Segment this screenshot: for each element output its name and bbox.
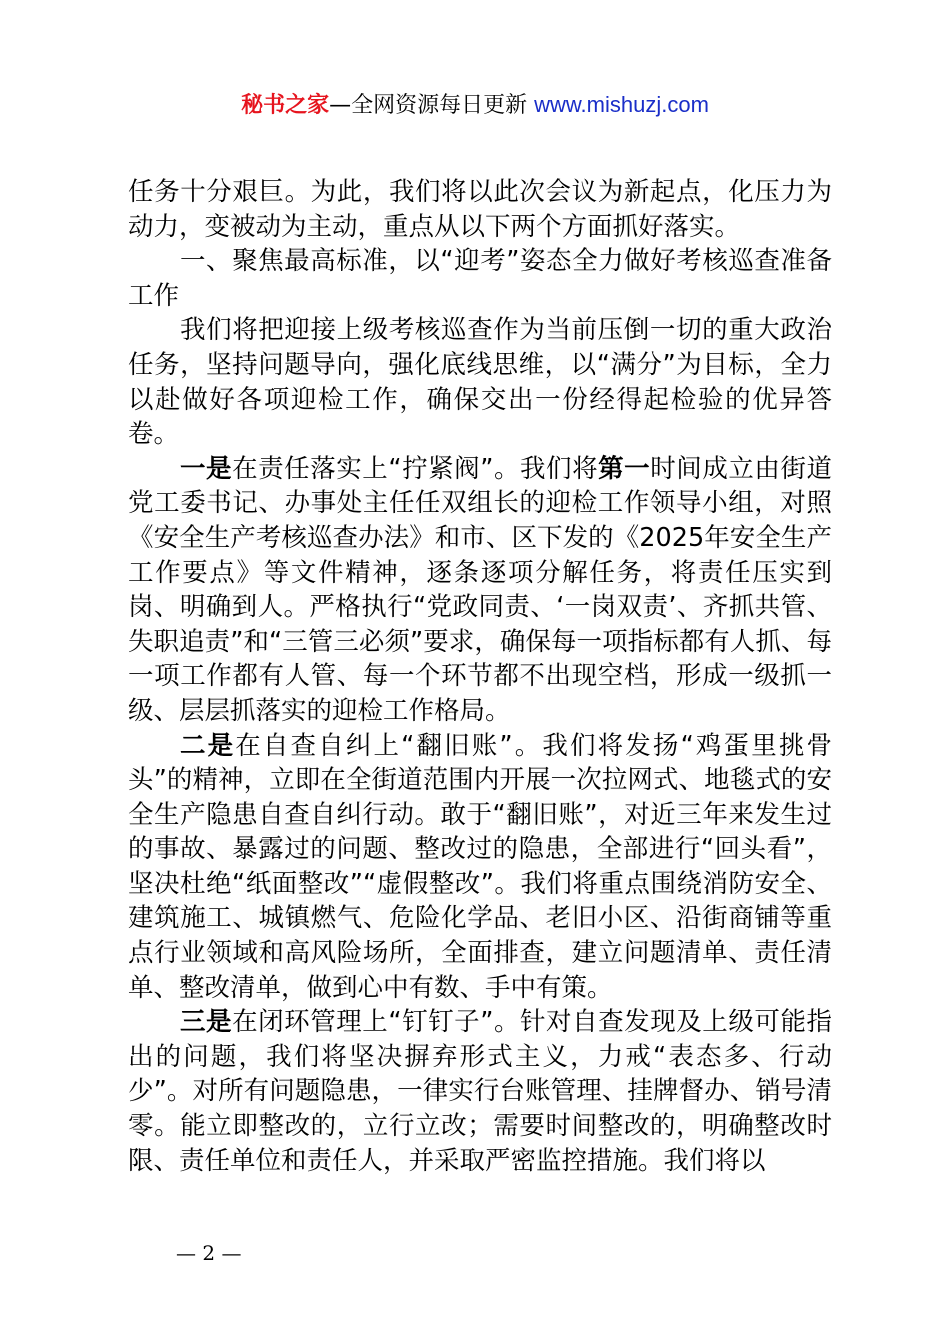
point-one-lead: 一是	[180, 453, 233, 484]
header-url-link[interactable]: www.mishuzj.com	[534, 92, 709, 117]
point-one-text-b: 时间成立由街道党工委书记、办事处主任任双组长的迎检工作领导小组，对照《安全生产考核巡查办法》和市、区下发的《2025年安全生产工作要点》等文件精神，逐条逐项分解任务，将责任压实到岗、明确到人。严格执行“党政同责、‘一岗双责’、齐抓共管、失职追责”和“三管三必须”要求，确保每一项指标都有人抓、每一项工作都有人管、每一个环节都不出现空档，形成一级抓一级、层层抓落实的迎检工作格局。	[128, 453, 832, 726]
point-one-bold-word: 第一	[598, 453, 651, 484]
paragraph-point-two	[128, 729, 832, 1006]
point-two-text: 在自查自纠上“翻旧账”。我们将发扬“鸡蛋里挑骨头”的精神，立即在全街道范围内开展一次拉网式、地毯式的安全生产隐患自查自纠行动。敢于“翻旧账”，对近三年来发生过的事故、暴露过的问题、整改过的隐患，全部进行“回头看”，坚决杜绝“纸面整改”“虚假整改”。我们将重点围绕消防安全、建筑施工、城镇燃气、危险化学品、老旧小区、沿街商铺等重点行业领域和高风险场所，全面排查，建立问题清单、责任清单、整改清单，做到心中有数、手中有策。	[128, 730, 832, 1003]
paragraph-intro: 我们将把迎接上级考核巡查作为当前压倒一切的重大政治任务，坚持问题导向，强化底线思维，以“满分”为目标，全力以赴做好各项迎检工作，确保交出一份经得起检验的优异答卷。	[128, 315, 832, 450]
header-slogan: —全网资源每日更新	[329, 93, 535, 118]
header-brand: 秘书之家	[241, 93, 330, 118]
page-number: — 2 —	[176, 1241, 242, 1265]
site-header	[0, 88, 950, 123]
point-three-text: 在闭环管理上“钉钉子”。针对自查发现及上级可能指出的问题，我们将坚决摒弃形式主义，力戒“表态多、行动少”。对所有问题隐患，一律实行台账管理、挂牌督办、销号清零。能立即整改的，立行立改；需要时间整改的，明确整改时限、责任单位和责任人，并采取严密监控措施。我们将以	[128, 1007, 832, 1176]
point-two-lead: 二是	[180, 730, 236, 761]
point-one-text-a: 在责任落实上“拧紧阀”。我们将	[232, 453, 599, 484]
point-three-lead: 三是	[180, 1007, 233, 1038]
paragraph-point-one	[128, 452, 832, 729]
document-body	[128, 175, 832, 1178]
section-heading: 一、聚焦最高标准，以“迎考”姿态全力做好考核巡查准备工作	[128, 246, 832, 311]
paragraph-point-three	[128, 1005, 832, 1178]
paragraph-continuation: 任务十分艰巨。为此，我们将以此次会议为新起点，化压力为动力，变被动为主动，重点从以下两个方面抓好落实。	[128, 177, 832, 242]
